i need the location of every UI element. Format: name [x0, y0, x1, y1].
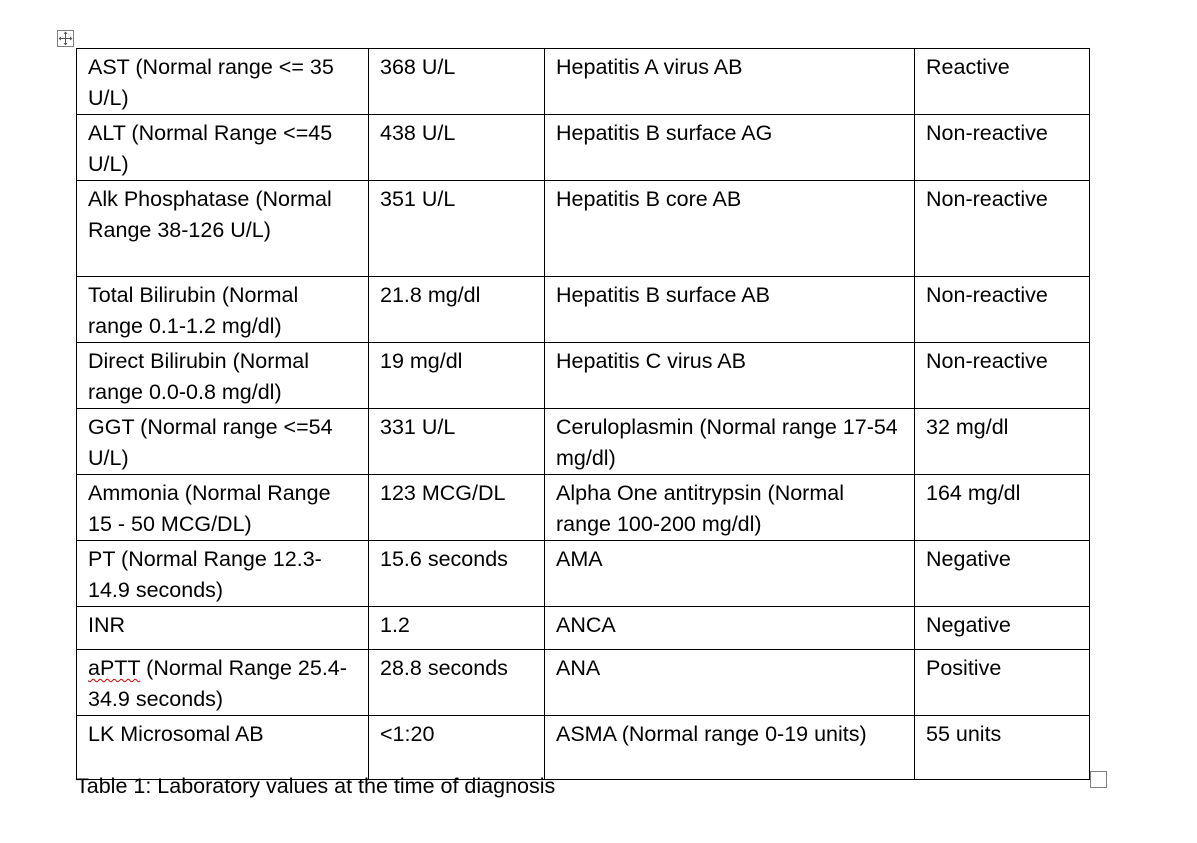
test-name-cell[interactable]: Hepatitis A virus AB — [545, 49, 915, 115]
test-name-cell[interactable]: Alpha One antitrypsin (Normal range 100-200 mg/dl) — [545, 475, 915, 541]
test-value-cell[interactable]: Reactive — [915, 49, 1090, 115]
text-cursor — [1089, 643, 1090, 672]
test-value-cell[interactable]: 331 U/L — [369, 409, 545, 475]
move-arrows-icon — [58, 31, 73, 46]
test-name-cell[interactable]: ASMA (Normal range 0-19 units) — [545, 716, 915, 780]
test-value-cell[interactable]: 32 mg/dl — [915, 409, 1090, 475]
test-value-cell[interactable]: 15.6 seconds — [369, 541, 545, 607]
test-value-cell[interactable]: Positive — [915, 650, 1090, 716]
test-name-cell[interactable]: Hepatitis C virus AB — [545, 343, 915, 409]
test-name-cell[interactable]: GGT (Normal range <=54 U/L) — [77, 409, 369, 475]
test-name-cell[interactable]: Total Bilirubin (Normal range 0.1-1.2 mg/dl) — [77, 277, 369, 343]
test-value-cell[interactable]: 19 mg/dl — [369, 343, 545, 409]
test-name-cell[interactable]: AST (Normal range <= 35 U/L) — [77, 49, 369, 115]
table-row — [77, 716, 1090, 780]
table-row — [77, 181, 1090, 277]
test-name-cell[interactable]: Alk Phosphatase (Normal Range 38-126 U/L) — [77, 181, 369, 277]
table-row — [77, 409, 1090, 475]
test-value-cell[interactable]: 28.8 seconds — [369, 650, 545, 716]
test-name-cell[interactable] — [77, 650, 369, 716]
test-name-cell[interactable]: Hepatitis B surface AG — [545, 115, 915, 181]
test-value-cell[interactable]: Non-reactive — [915, 181, 1090, 277]
test-name-cell[interactable]: Direct Bilirubin (Normal range 0.0-0.8 mg/dl) — [77, 343, 369, 409]
test-name-cell[interactable]: Hepatitis B core AB — [545, 181, 915, 277]
table-row — [77, 277, 1090, 343]
test-value-cell[interactable]: Negative — [915, 541, 1090, 607]
test-value-cell[interactable]: 368 U/L — [369, 49, 545, 115]
test-name-cell[interactable]: Hepatitis B surface AB — [545, 277, 915, 343]
misspelled-word[interactable]: aPTT — [88, 656, 141, 680]
table-caption[interactable]: Table 1: Laboratory values at the time of diagnosis — [76, 774, 556, 798]
test-value-cell[interactable]: 55 units — [915, 716, 1090, 780]
test-name-cell[interactable]: Ceruloplasmin (Normal range 17-54 mg/dl) — [545, 409, 915, 475]
table-row — [77, 607, 1090, 650]
test-name-text: (Normal Range 25.4- 34.9 seconds) — [88, 656, 347, 711]
test-name-cell[interactable]: Ammonia (Normal Range 15 - 50 MCG/DL) — [77, 475, 369, 541]
test-name-cell[interactable]: ANCA — [545, 607, 915, 650]
table-move-handle[interactable] — [57, 30, 74, 47]
test-value-cell[interactable]: 21.8 mg/dl — [369, 277, 545, 343]
test-value-cell[interactable]: Non-reactive — [915, 115, 1090, 181]
test-value-cell[interactable]: 351 U/L — [369, 181, 545, 277]
table-row — [77, 475, 1090, 541]
test-value-cell[interactable]: 123 MCG/DL — [369, 475, 545, 541]
test-value-cell[interactable]: Negative — [915, 607, 1090, 650]
test-name-cell[interactable]: INR — [77, 607, 369, 650]
table-row — [77, 115, 1090, 181]
test-name-cell[interactable]: PT (Normal Range 12.3-14.9 seconds) — [77, 541, 369, 607]
table-row — [77, 49, 1090, 115]
test-name-cell[interactable]: ALT (Normal Range <=45 U/L) — [77, 115, 369, 181]
table-row — [77, 343, 1090, 409]
test-value-cell[interactable]: Non-reactive — [915, 343, 1090, 409]
table-row — [77, 541, 1090, 607]
test-name-cell[interactable]: LK Microsomal AB — [77, 716, 369, 780]
table-row — [77, 650, 1090, 716]
test-value-cell[interactable]: Non-reactive — [915, 277, 1090, 343]
test-name-cell[interactable]: ANA — [545, 650, 915, 716]
test-value-cell[interactable]: <1:20 — [369, 716, 545, 780]
test-value-cell[interactable]: 1.2 — [369, 607, 545, 650]
lab-values-table — [76, 48, 1090, 780]
test-name-cell[interactable]: AMA — [545, 541, 915, 607]
test-value-cell[interactable]: 438 U/L — [369, 115, 545, 181]
resize-square-icon[interactable] — [1090, 771, 1107, 788]
test-value-cell[interactable]: 164 mg/dl — [915, 475, 1090, 541]
